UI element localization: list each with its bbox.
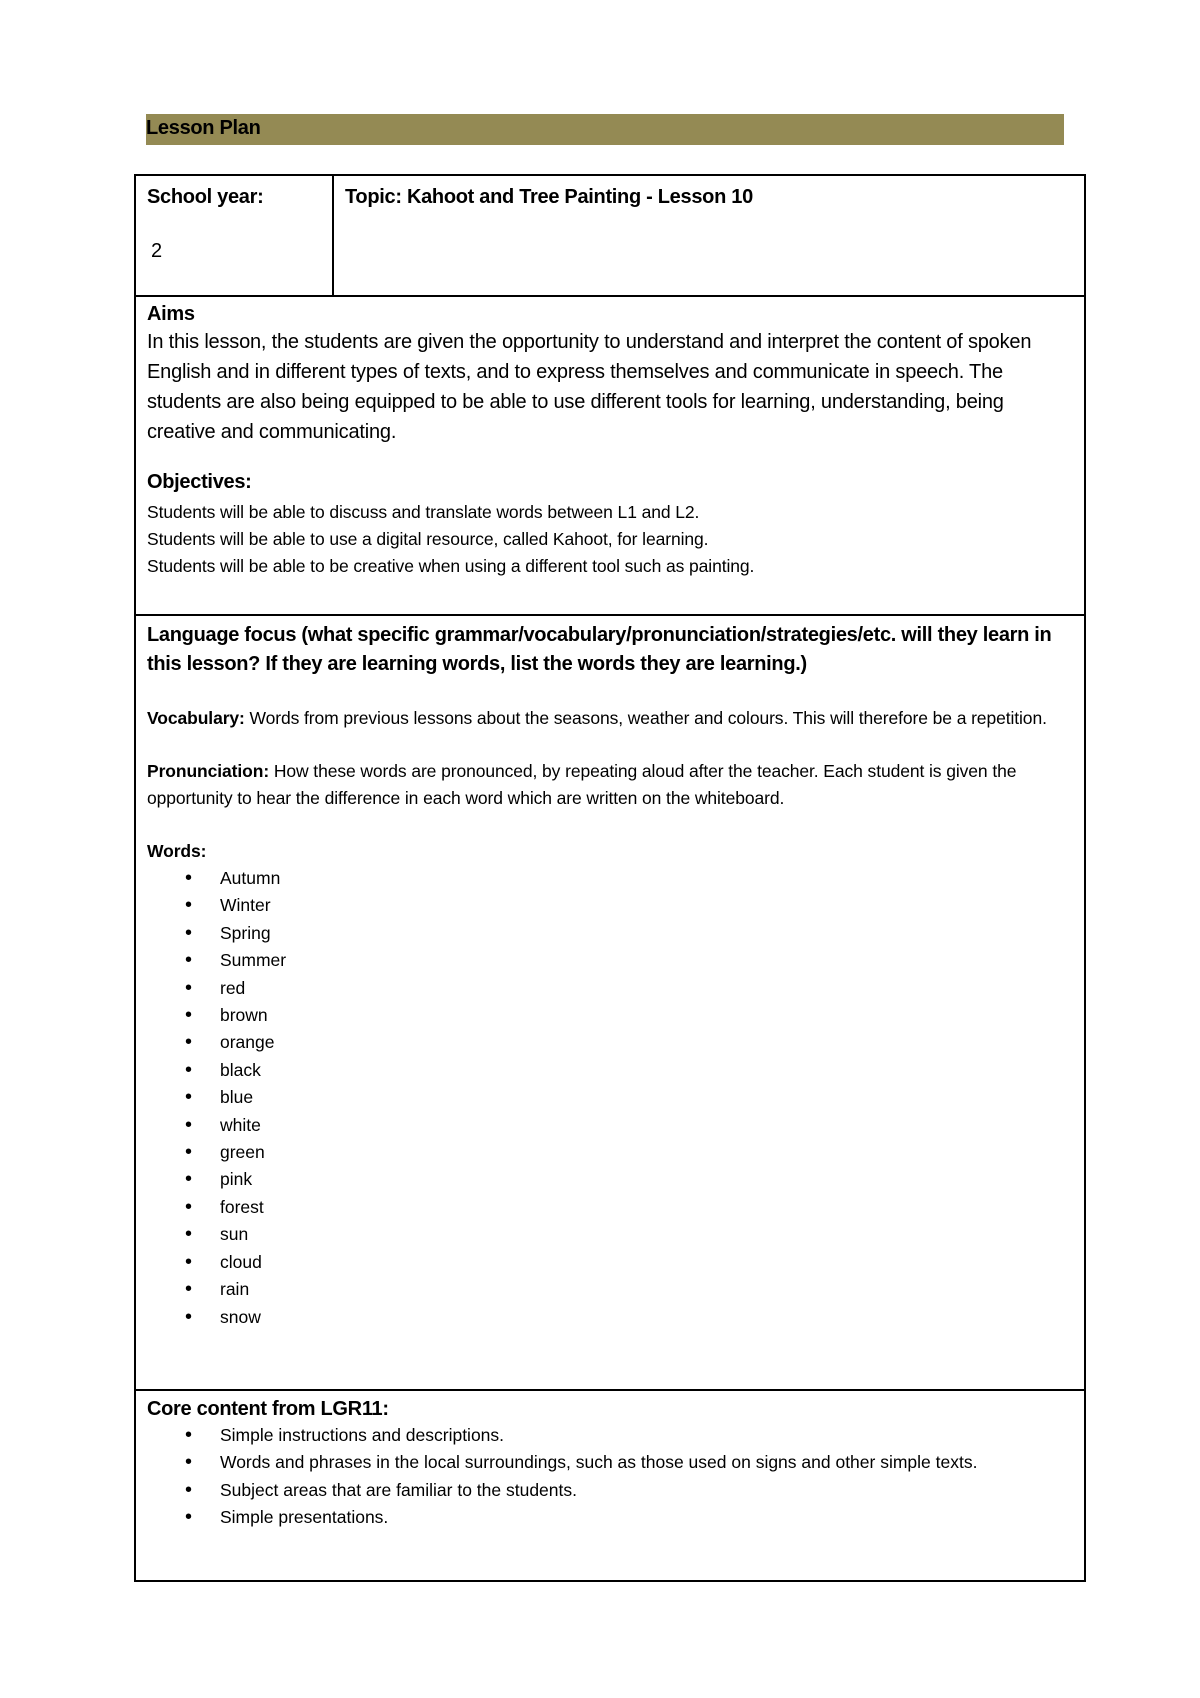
- list-item: • snow: [147, 1304, 1074, 1331]
- spacer: [147, 812, 1074, 838]
- objective-item: Students will be able to use a digital resource, called Kahoot, for learning.: [147, 529, 709, 549]
- core-content-row: [135, 1390, 1085, 1581]
- language-focus-row: [135, 615, 1085, 1390]
- list-item: • sun: [147, 1221, 1074, 1248]
- objective-item: Students will be able to be creative when using a different tool such as painting.: [147, 556, 755, 576]
- aims-row: [135, 296, 1085, 615]
- core-content-label: Core content from LGR11:: [147, 1398, 389, 1420]
- school-year-label: School year:: [147, 186, 264, 208]
- list-item: • orange: [147, 1029, 1074, 1056]
- list-item: • Simple presentations.: [147, 1504, 1074, 1531]
- language-focus-heading: Language focus (what specific grammar/vocabulary/pronunciation/strategies/etc. will they learn in this lesson? If they are learning words, list the words they are learning.): [147, 624, 1052, 675]
- list-item: • red: [147, 975, 1074, 1002]
- words-label: Words:: [147, 841, 207, 861]
- core-content-cell: [135, 1390, 1085, 1581]
- list-item: • Summer: [147, 947, 1074, 974]
- list-item: • Winter: [147, 892, 1074, 919]
- vocabulary-text: Words from previous lessons about the seasons, weather and colours. This will therefore be a repetition.: [244, 708, 1047, 728]
- spacer: [147, 732, 1074, 758]
- aims-text: In this lesson, the students are given the opportunity to understand and interpret the content of spoken English and in different types of texts, and to express themselves and communicate in speech. The students are also being equipped to be able to use different tools for learning, understanding, being creative and communicating.: [147, 331, 1032, 443]
- spacer: [147, 447, 1074, 467]
- lesson-plan-title: Lesson Plan: [146, 114, 1064, 145]
- language-focus-cell: [135, 615, 1085, 1390]
- list-item: • Spring: [147, 920, 1074, 947]
- pronunciation-text: How these words are pronounced, by repeating aloud after the teacher. Each student is given the opportunity to hear the difference in each word which are written on the whiteboard.: [147, 761, 1017, 808]
- list-item: • brown: [147, 1002, 1074, 1029]
- list-item: • black: [147, 1057, 1074, 1084]
- aims-label: Aims: [147, 303, 195, 325]
- core-content-list: [147, 1422, 1074, 1532]
- list-item: • forest: [147, 1194, 1074, 1221]
- list-item: • Autumn: [147, 865, 1074, 892]
- list-item: • rain: [147, 1276, 1074, 1303]
- list-item: • Subject areas that are familiar to the students.: [147, 1477, 1074, 1504]
- list-item: • cloud: [147, 1249, 1074, 1276]
- list-item: • Words and phrases in the local surroundings, such as those used on signs and other simple texts.: [147, 1449, 1074, 1476]
- vocabulary-paragraph: [147, 705, 1074, 732]
- objective-item: Students will be able to discuss and translate words between L1 and L2.: [147, 502, 700, 522]
- pronunciation-paragraph: [147, 758, 1074, 812]
- list-item: • green: [147, 1139, 1074, 1166]
- header-row: [135, 175, 1085, 296]
- objectives-label: Objectives:: [147, 471, 252, 493]
- pronunciation-label: Pronunciation:: [147, 761, 270, 781]
- words-list: [147, 865, 1074, 1331]
- school-year-value: 2: [151, 240, 163, 262]
- school-year-cell: [135, 175, 333, 296]
- list-item: • Simple instructions and descriptions.: [147, 1422, 1074, 1449]
- vocabulary-label: Vocabulary:: [147, 708, 245, 728]
- topic-label: Topic: Kahoot and Tree Painting - Lesson 10: [345, 186, 753, 208]
- aims-cell: [135, 296, 1085, 615]
- list-item: • white: [147, 1112, 1074, 1139]
- spacer: [147, 679, 1074, 705]
- lesson-plan-table: [134, 174, 1086, 1582]
- list-item: • blue: [147, 1084, 1074, 1111]
- topic-cell: [333, 175, 1085, 296]
- list-item: • pink: [147, 1166, 1074, 1193]
